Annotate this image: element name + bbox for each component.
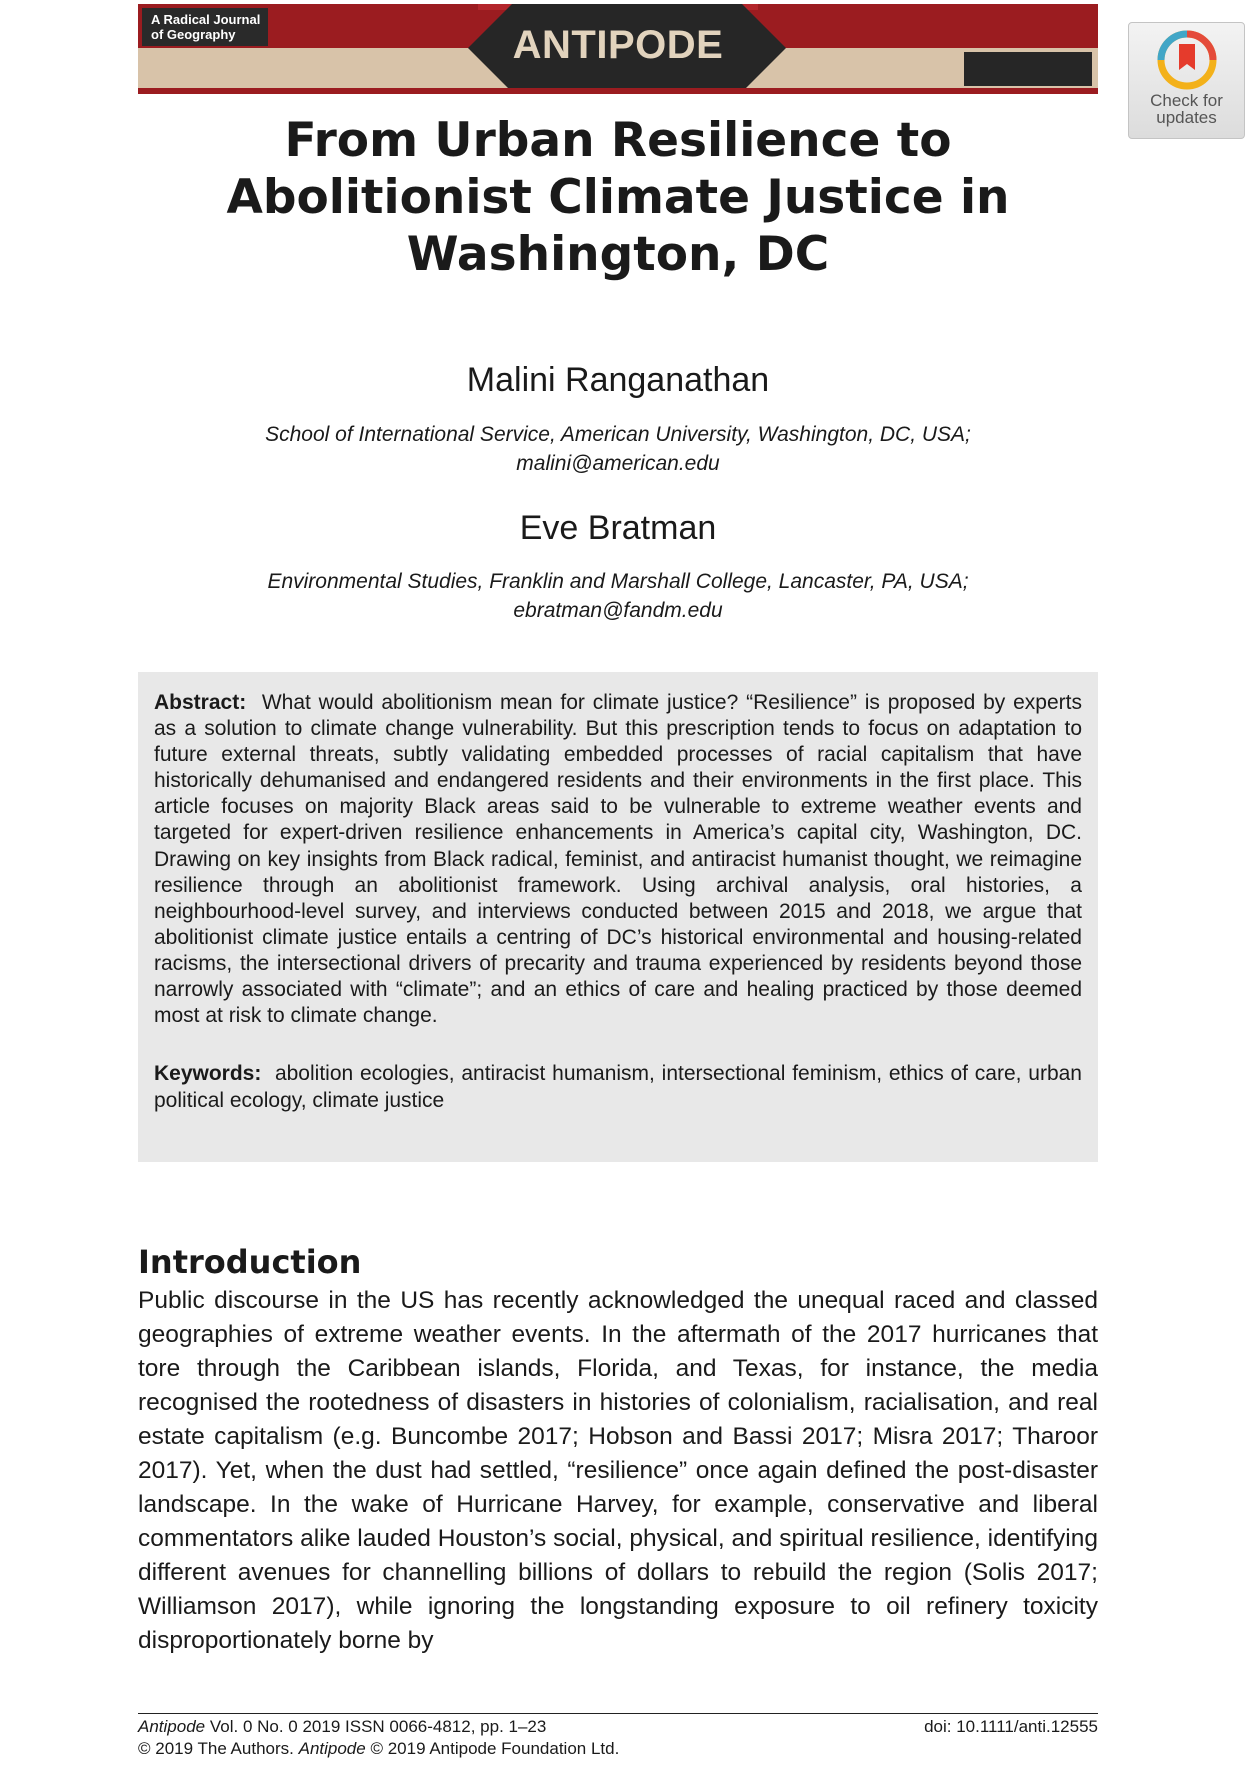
affiliation-text-2: Environmental Studies, Franklin and Marshall College, Lancaster, PA, USA; [267, 570, 969, 593]
tagline-line2: of Geography [151, 27, 236, 42]
author-affiliation-1 [138, 420, 1098, 478]
introduction-paragraph: Public discourse in the US has recently acknowledged the unequal raced and classed geographies of extreme weather events. In the aftermath of the 2017 hurricanes that tore through the Caribbean islands, Florida, and Texas, for instance, the media recognised the rootedness of disasters in histories of colonialism, racialisation, and real estate capitalism (e.g. Buncombe 2017; Hobson and Bassi 2017; Misra 2017; Tharoor 2017). Yet, when the dust had settled, “resilience” once again defined the post-disaster landscape. In the wake of Hurricane Harvey, for example, conservative and liberal commentators alike lauded Houston’s social, physical, and spiritual resilience, identifying different avenues for channelling billions of dollars to rebuild the region (Solis 2017; Williamson 2017), while ignoring the longstanding exposure to oil refinery toxicity disproportionately borne by [138, 1287, 1098, 1654]
footer-copyright: © 2019 The Authors. Antipode © 2019 Antipode Foundation Ltd. [138, 1739, 620, 1758]
journal-name: ANTIPODE [512, 23, 724, 67]
keywords-list: abolition ecologies, antiracist humanism, intersectional feminism, ethics of care, urban political ecology, climate justice [154, 1062, 1082, 1112]
footer-journal-name: Antipode [138, 1717, 206, 1736]
keywords [154, 1061, 1082, 1114]
author-email-1[interactable]: malini@american.edu [516, 452, 720, 475]
author-name-1: Malini Ranganathan [466, 361, 770, 399]
author-affiliation-2 [138, 567, 1098, 625]
keywords-label: Keywords: [154, 1062, 262, 1086]
author-email-2[interactable]: ebratman@fandm.edu [513, 599, 723, 622]
abstract-label: Abstract: [154, 691, 247, 714]
check-for-updates-badge[interactable] [1128, 22, 1245, 139]
footer-divider [138, 1713, 1098, 1714]
abstract [154, 690, 1082, 1029]
crossmark-icon [1156, 29, 1218, 91]
abstract-box [138, 672, 1098, 1162]
affiliation-text-1: School of International Service, American University, Washington, DC, USA; [265, 423, 971, 446]
check-for-updates-label: Check for updates [1150, 91, 1223, 127]
article-title: From Urban Resilience to Abolitionist Climate Justice in Washington, DC [226, 113, 1010, 282]
tagline-line1: A Radical Journal [151, 12, 261, 27]
footer-doi[interactable]: doi: 10.1111/anti.12555 [924, 1717, 1098, 1736]
author-name-2: Eve Bratman [519, 509, 717, 547]
footer-citation: Antipode Vol. 0 No. 0 2019 ISSN 0066-4812, pp. 1–23 [138, 1717, 547, 1736]
journal-banner [138, 4, 1098, 94]
introduction-heading: Introduction [138, 1243, 362, 1281]
abstract-text: What would abolitionism mean for climate justice? “Resilience” is proposed by experts as a solution to climate change vulnerability. But this prescription tends to focus on adaptation to future external threats, subtly validating embedded processes of racial capitalism that have historically dehumanised and endangered residents and their environments in the first place. This article focuses on majority Black areas said to be vulnerable to extreme weather events and targeted for expert-driven resilience enhancements in America’s capital city, Washington, DC. Drawing on key insights from Black radical, feminist, and antiracist humanist thought, we reimagine resilience through an abolitionist framework. Using archival analysis, oral histories, a neighbourhood-level survey, and interviews conducted between 2015 and 2018, we argue that abolitionist climate justice entails a centring of DC’s historical environmental and housing-related racisms, the intersectional drivers of precarity and trauma experienced by residents beyond those narrowly associated with “climate”; and an ethics of care and healing practiced by those deemed most at risk to climate change. [154, 691, 1082, 1028]
